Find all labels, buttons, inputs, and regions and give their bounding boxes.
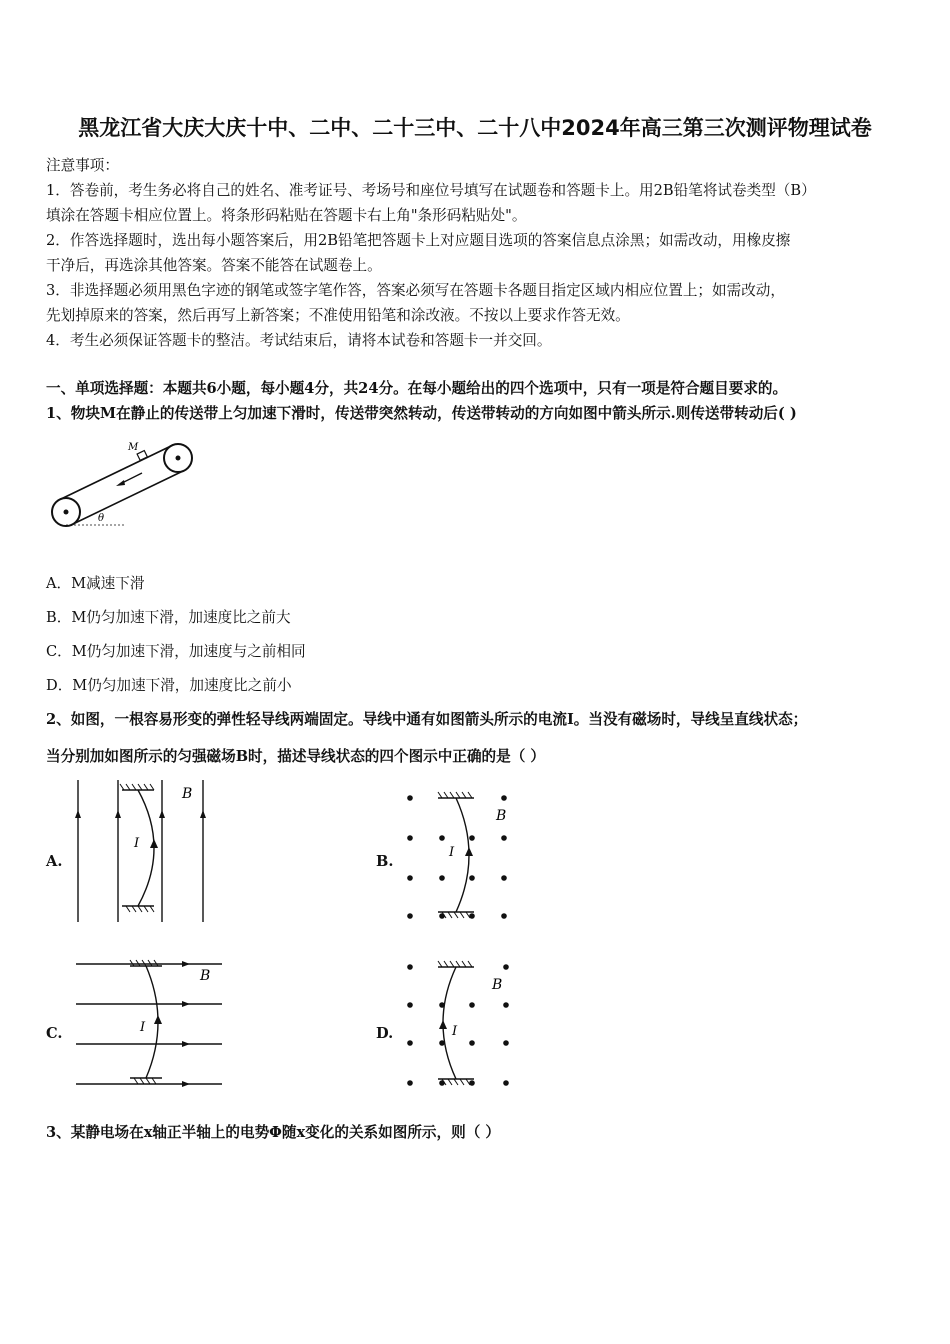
field-label-a: B [182,786,193,802]
q2-option-c-label: C. [46,1025,63,1042]
field-label-c: B [200,968,211,984]
question-1-stem: 1、物块M在静止的传送带上匀加速下滑时，传送带突然转动，传送带转动的方向如图中箭头所示.则传送带转动后( ) [46,405,797,422]
current-label-c: I [140,1020,146,1035]
notice-line: 2．作答选择题时，选出每小题答案后，用2B铅笔把答题卡上对应题目选项的答案信息点涂黑；如需改动，用橡皮擦 [46,232,791,249]
q2-figure-c [70,958,230,1088]
field-label-d: B [492,977,503,993]
q1-option-b: B．M仍匀加速下滑，加速度比之前大 [46,609,291,626]
notice-line: 先划掉原来的答案，然后再写上新答案；不准使用铅笔和涂改液。不按以上要求作答无效。 [46,307,630,324]
block-label: M [128,442,139,453]
notice-line: 4．考生必须保证答题卡的整洁。考试结束后，请将本试卷和答题卡一并交回。 [46,332,552,349]
q2-option-a-label: A. [46,853,63,870]
q1-option-c: C．M仍匀加速下滑，加速度与之前相同 [46,643,306,660]
section-heading: 一、单项选择题：本题共6小题，每小题4分，共24分。在每小题给出的四个选项中，只有一项是符合题目要求的。 [46,380,788,397]
question-2-stem-line1: 2、如图，一根容易形变的弹性轻导线两端固定。导线中通有如图箭头所示的电流I。当没有磁场时，导线呈直线状态； [46,711,808,728]
q1-option-d: D．M仍匀加速下滑，加速度比之前小 [46,677,292,694]
current-label-d: I [452,1024,458,1039]
page-title: 黑龙江省大庆大庆十中、二中、二十三中、二十八中2024年高三第三次测评物理试卷 [78,116,872,140]
q2-figure-b [398,786,518,926]
current-label-b: I [449,845,455,860]
question-2-stem-line2: 当分别加如图所示的匀强磁场B时，描述导线状态的四个图示中正确的是（ ） [46,748,546,765]
q1-option-a: A．M减速下滑 [46,575,145,592]
notice-line: 3．非选择题必须用黑色字迹的钢笔或签字笔作答，答案必须写在答题卡各题目指定区域内相应位置上；如需改动， [46,282,785,299]
question-3-stem: 3、某静电场在x轴正半轴上的电势Φ随x变化的关系如图所示，则（ ） [46,1124,500,1141]
notice-line: 干净后，再选涂其他答案。答案不能答在试题卷上。 [46,257,382,274]
field-label-b: B [496,808,507,824]
q2-option-b-label: B. [376,853,394,870]
notice-line: 填涂在答题卡相应位置上。将条形码粘贴在答题卡右上角"条形码粘贴处"。 [46,207,527,224]
current-label-a: I [134,836,140,851]
notice-heading: 注意事项： [46,157,119,174]
q2-option-d-label: D. [376,1025,394,1042]
notice-line: 1．答卷前，考生务必将自己的姓名、准考证号、考场号和座位号填写在试题卷和答题卡上。用2B铅笔将试卷类型（B） [46,182,816,199]
conveyor-belt-figure [46,438,216,538]
angle-label: θ [98,513,105,524]
q2-figure-d [398,955,518,1091]
q2-figure-a [70,776,215,926]
